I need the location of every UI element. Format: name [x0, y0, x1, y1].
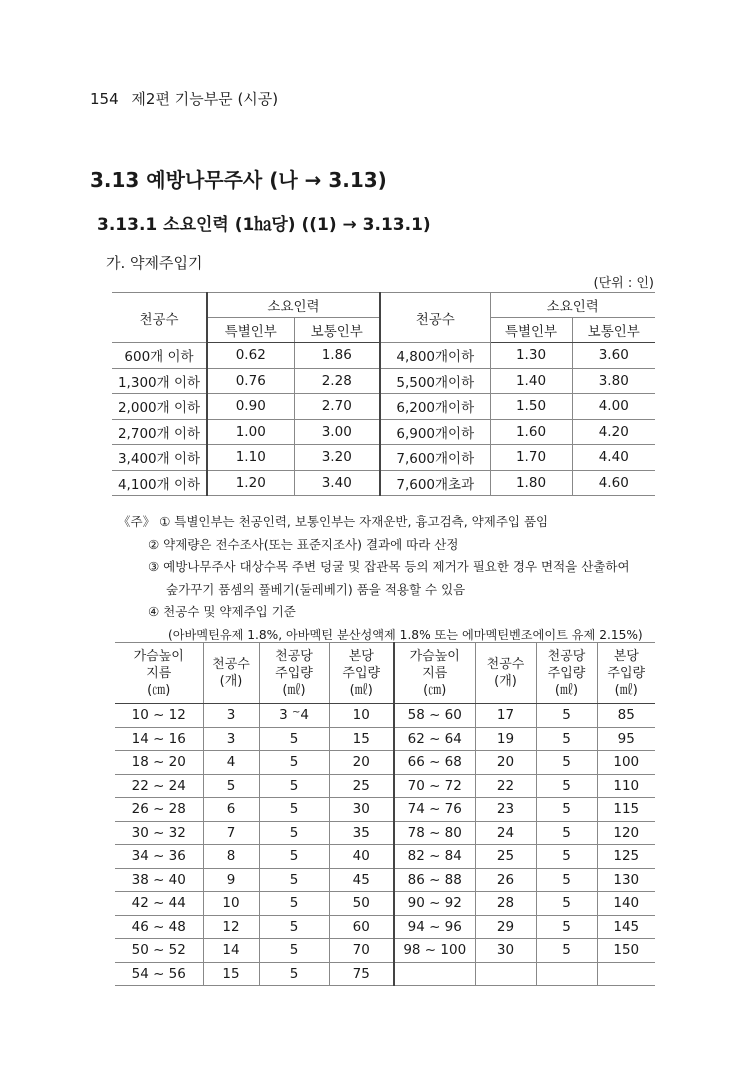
- table-row: [112, 343, 655, 369]
- page-header: [90, 88, 278, 109]
- table-cell: 4: [203, 751, 259, 775]
- table-cell: 1.20: [207, 470, 294, 496]
- table-cell: 20: [475, 751, 536, 775]
- table-cell: 74 ~ 76: [394, 798, 475, 822]
- header-perhole-right: 천공당 주입량 (㎖): [536, 643, 597, 704]
- table-cell: 2,700개 이하: [112, 419, 207, 445]
- table-cell: 24: [475, 821, 536, 845]
- table-cell: 5: [536, 915, 597, 939]
- table-cell: [394, 962, 475, 986]
- table-cell: 66 ~ 68: [394, 751, 475, 775]
- table-cell: 58 ~ 60: [394, 704, 475, 728]
- page-number: 154: [90, 90, 119, 108]
- table-cell: 22: [475, 774, 536, 798]
- note-4a: ④ 천공수 및 약제주입 기준: [148, 604, 296, 619]
- table-cell: 26: [475, 868, 536, 892]
- table-cell: 2.28: [294, 368, 380, 394]
- table-cell: 5: [259, 751, 329, 775]
- table-cell: 130: [597, 868, 655, 892]
- header-tree-count-right: 천공수: [380, 293, 490, 343]
- table-row: [115, 915, 655, 939]
- tilde-mark: ~: [291, 707, 301, 719]
- table-cell: 0.76: [207, 368, 294, 394]
- table-cell: 4.40: [572, 445, 655, 471]
- header-holes-right: 천공수 (개): [475, 643, 536, 704]
- table-cell: 4.00: [572, 394, 655, 420]
- table-cell: 5: [259, 892, 329, 916]
- table-cell: 4.60: [572, 470, 655, 496]
- table-cell: 34 ~ 36: [115, 845, 203, 869]
- table-cell: 600개 이하: [112, 343, 207, 369]
- table-cell: 90 ~ 92: [394, 892, 475, 916]
- table-cell: 110: [597, 774, 655, 798]
- table-cell: [475, 962, 536, 986]
- header-special-left: 특별인부: [207, 318, 294, 343]
- table-cell: 1.10: [207, 445, 294, 471]
- injection-table: [115, 642, 655, 986]
- table-cell: 145: [597, 915, 655, 939]
- table-cell: 85: [597, 704, 655, 728]
- table-cell: 3: [203, 704, 259, 728]
- table-cell: 62 ~ 64: [394, 727, 475, 751]
- table-row: [115, 821, 655, 845]
- table-cell: 140: [597, 892, 655, 916]
- table-row: [115, 774, 655, 798]
- header-holes-left: 천공수 (개): [203, 643, 259, 704]
- item-title: 가. 약제주입기: [106, 254, 203, 272]
- table-row: [112, 445, 655, 471]
- header-special-right: 특별인부: [490, 318, 572, 343]
- table-cell: 19: [475, 727, 536, 751]
- chapter-title: 제2편 기능부문 (시공): [131, 90, 279, 108]
- table-row: [115, 892, 655, 916]
- table-cell: 15: [203, 962, 259, 986]
- table-row: [115, 868, 655, 892]
- header-labor-left: 소요인력: [207, 293, 380, 318]
- table-row: [115, 727, 655, 751]
- table-cell: 3,400개 이하: [112, 445, 207, 471]
- header-dbh-right: 가슴높이 지름 (㎝): [394, 643, 475, 704]
- table-cell: 5: [536, 704, 597, 728]
- table-cell: 14 ~ 16: [115, 727, 203, 751]
- table-cell: [536, 962, 597, 986]
- table-cell: 98 ~ 100: [394, 939, 475, 963]
- table-cell: 5: [536, 845, 597, 869]
- table-cell: 54 ~ 56: [115, 962, 203, 986]
- table-cell: 25: [329, 774, 394, 798]
- table-cell: 20: [329, 751, 394, 775]
- table-cell: 29: [475, 915, 536, 939]
- table-cell: 23: [475, 798, 536, 822]
- table-row: [115, 751, 655, 775]
- table-cell: 5: [536, 868, 597, 892]
- header-normal-right: 보통인부: [572, 318, 655, 343]
- table-cell: 7,600개이하: [380, 445, 490, 471]
- table-cell: 5: [536, 751, 597, 775]
- header-normal-left: 보통인부: [294, 318, 380, 343]
- table-cell: 2.70: [294, 394, 380, 420]
- table-cell: 70: [329, 939, 394, 963]
- table-cell: 10: [329, 704, 394, 728]
- table-cell: 35: [329, 821, 394, 845]
- table-row: [112, 419, 655, 445]
- table-cell: 30 ~ 32: [115, 821, 203, 845]
- table-cell: 82 ~ 84: [394, 845, 475, 869]
- table-cell: 1.00: [207, 419, 294, 445]
- table-cell: 5: [259, 868, 329, 892]
- table-cell: 50 ~ 52: [115, 939, 203, 963]
- header-pertree-left: 본당 주입량 (㎖): [329, 643, 394, 704]
- table-cell: 78 ~ 80: [394, 821, 475, 845]
- table-cell: 6,900개이하: [380, 419, 490, 445]
- table-cell: 3: [203, 727, 259, 751]
- table-cell: 18 ~ 20: [115, 751, 203, 775]
- table-row: [115, 962, 655, 986]
- table-cell: 2,000개 이하: [112, 394, 207, 420]
- table-row: [115, 704, 655, 728]
- table-cell: 5,500개이하: [380, 368, 490, 394]
- header-labor-right: 소요인력: [490, 293, 655, 318]
- note-1-text: ① 특별인부는 천공인력, 보통인부는 자재운반, 흉고검측, 약제주입 품임: [159, 514, 549, 529]
- table-cell: 9: [203, 868, 259, 892]
- subsection-title: 3.13.1 소요인력 (1㏊당) ((1) → 3.13.1): [97, 215, 431, 235]
- table-cell: 100: [597, 751, 655, 775]
- table-cell: 6,200개이하: [380, 394, 490, 420]
- table-cell: 17: [475, 704, 536, 728]
- table-cell: 38 ~ 40: [115, 868, 203, 892]
- note-4b: (아바멕틴유제 1.8%, 아바멕틴 분산성액제 1.8% 또는 에마멕틴벤조에이트 유제 2.15%): [168, 627, 643, 642]
- labor-table: [112, 292, 655, 496]
- header-dbh-left: 가슴높이 지름 (㎝): [115, 643, 203, 704]
- table-cell: 22 ~ 24: [115, 774, 203, 798]
- table-cell: 5: [536, 821, 597, 845]
- table-cell: 95: [597, 727, 655, 751]
- table-cell: 25: [475, 845, 536, 869]
- table-cell: 10 ~ 12: [115, 704, 203, 728]
- table-cell: 75: [329, 962, 394, 986]
- table-cell: 30: [475, 939, 536, 963]
- table-cell: 5: [259, 939, 329, 963]
- header-perhole-left: 천공당 주입량 (㎖): [259, 643, 329, 704]
- injection-table-body: [115, 704, 655, 986]
- table-cell: 5: [259, 798, 329, 822]
- table-cell: 60: [329, 915, 394, 939]
- table-cell: 5: [259, 845, 329, 869]
- table-cell: 1.86: [294, 343, 380, 369]
- table-cell: 42 ~ 44: [115, 892, 203, 916]
- note-3a: ③ 예방나무주사 대상수목 주변 덩굴 및 잡관목 등의 제거가 필요한 경우 면적을 산출하여: [148, 559, 630, 574]
- table-cell: 5: [259, 774, 329, 798]
- table-cell: 50: [329, 892, 394, 916]
- table-cell: 1.60: [490, 419, 572, 445]
- table-row: [115, 939, 655, 963]
- table-cell: 3.80: [572, 368, 655, 394]
- table-row: [112, 470, 655, 496]
- labor-table-body: [112, 343, 655, 496]
- table-cell: 5: [536, 727, 597, 751]
- table-cell: 15: [329, 727, 394, 751]
- header-tree-count-left: 천공수: [112, 293, 207, 343]
- table-cell: 5: [536, 939, 597, 963]
- table-cell: 1.40: [490, 368, 572, 394]
- table-cell: 4,100개 이하: [112, 470, 207, 496]
- table-cell: 3.00: [294, 419, 380, 445]
- table-cell: 12: [203, 915, 259, 939]
- table-cell: 70 ~ 72: [394, 774, 475, 798]
- table-cell: 1.30: [490, 343, 572, 369]
- table-row: [115, 798, 655, 822]
- table-cell: 150: [597, 939, 655, 963]
- table-cell: 28: [475, 892, 536, 916]
- table-cell: 40: [329, 845, 394, 869]
- table-cell: 3.20: [294, 445, 380, 471]
- table-cell: 120: [597, 821, 655, 845]
- table-cell: 86 ~ 88: [394, 868, 475, 892]
- table-cell: 45: [329, 868, 394, 892]
- unit-label: (단위 : 인): [593, 276, 654, 291]
- table-cell: 0.90: [207, 394, 294, 420]
- notes: [118, 511, 678, 646]
- table-cell: 5: [536, 892, 597, 916]
- table-row: [112, 394, 655, 420]
- table-cell: 3.60: [572, 343, 655, 369]
- table-cell: 0.62: [207, 343, 294, 369]
- table-cell: 125: [597, 845, 655, 869]
- table-cell: 1,300개 이하: [112, 368, 207, 394]
- note-2: ② 약제량은 전수조사(또는 표준지조사) 결과에 따라 산정: [148, 536, 459, 552]
- table-cell: 5: [203, 774, 259, 798]
- table-cell: 46 ~ 48: [115, 915, 203, 939]
- table-row: [112, 368, 655, 394]
- table-cell: 1.50: [490, 394, 572, 420]
- table-cell: 7: [203, 821, 259, 845]
- notes-label: 《주》: [118, 514, 156, 529]
- table-cell: 8: [203, 845, 259, 869]
- table-row: [115, 845, 655, 869]
- table-cell: 5: [259, 727, 329, 751]
- table-cell: 5: [259, 821, 329, 845]
- note-1: [118, 511, 678, 534]
- table-cell: 3 ~4: [259, 704, 329, 728]
- table-cell: 30: [329, 798, 394, 822]
- table-cell: 4,800개이하: [380, 343, 490, 369]
- table-cell: 1.70: [490, 445, 572, 471]
- table-cell: 14: [203, 939, 259, 963]
- note-3b: 숲가꾸기 품셈의 풀베기(둘레베기) 품을 적용할 수 있음: [166, 581, 466, 597]
- table-cell: 94 ~ 96: [394, 915, 475, 939]
- table-cell: 1.80: [490, 470, 572, 496]
- table-cell: 5: [259, 915, 329, 939]
- table-cell: 26 ~ 28: [115, 798, 203, 822]
- header-pertree-right: 본당 주입량 (㎖): [597, 643, 655, 704]
- table-cell: 115: [597, 798, 655, 822]
- section-title: 3.13 예방나무주사 (나 → 3.13): [90, 168, 387, 192]
- table-cell: 4.20: [572, 419, 655, 445]
- table-cell: 3.40: [294, 470, 380, 496]
- table-cell: [597, 962, 655, 986]
- table-cell: 5: [259, 962, 329, 986]
- table-cell: 10: [203, 892, 259, 916]
- table-cell: 7,600개초과: [380, 470, 490, 496]
- table-cell: 5: [536, 798, 597, 822]
- table-cell: 6: [203, 798, 259, 822]
- table-cell: 5: [536, 774, 597, 798]
